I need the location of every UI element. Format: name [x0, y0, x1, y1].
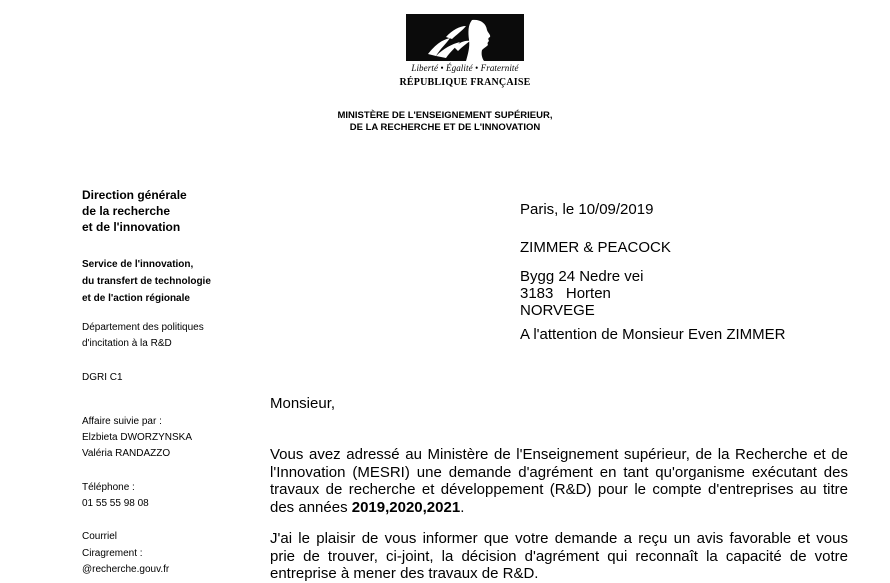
recipient-address [520, 268, 643, 319]
direction-line: et de l'innovation [82, 220, 181, 234]
phone-label: Téléphone : [82, 482, 135, 493]
ministry-name [245, 110, 645, 134]
paragraph-line: prie de trouver, ci-joint, la décision d'agrément qui reconnaît la capacité de votre [270, 547, 848, 565]
address-line: Bygg 24 Nedre vei [520, 268, 644, 285]
service-line: et de l'action régionale [82, 293, 190, 304]
direction-line: de la recherche [82, 204, 171, 218]
recipient-company: ZIMMER & PEACOCK [520, 239, 671, 256]
republic-motto: Liberté • Égalité • Fraternité [411, 63, 519, 73]
ministry-line: DE LA RECHERCHE ET DE L'INNOVATION [349, 122, 541, 133]
paragraph-line: J'ai le plaisir de vous informer que votre demande a reçu un avis favorable et vous [270, 530, 848, 547]
years-prefix: des années [270, 498, 352, 516]
email-address: @recherche.gouv.fr [82, 564, 170, 575]
ministry-line: MINISTÈRE DE L'ENSEIGNEMENT SUPÉRIEUR, [337, 110, 553, 121]
contact-name: Elzbieta DWORZYNSKA [82, 432, 193, 443]
department-name [82, 320, 204, 352]
marianne-profile-icon [406, 14, 524, 61]
email-block [82, 529, 169, 579]
followed-by-label: Affaire suivie par : [82, 416, 162, 427]
department-line: Département des politiques [82, 322, 204, 333]
phone-number: 01 55 55 98 08 [82, 498, 149, 509]
phone-block [82, 480, 149, 512]
department-line: d'incitation à la R&D [82, 338, 172, 349]
date-line: Paris, le 10/09/2019 [520, 201, 654, 218]
reference-code: DGRI C1 [82, 372, 123, 383]
years-suffix: . [460, 498, 465, 516]
service-line: du transfert de technologie [82, 276, 211, 287]
address-line: NORVEGE [520, 302, 595, 319]
direction-line: Direction générale [82, 188, 187, 202]
direction-generale [82, 187, 187, 235]
contact-name: Valéria RANDAZZO [82, 448, 171, 459]
paragraph-2 [270, 530, 848, 583]
years-value: 2019,2020,2021 [351, 498, 461, 516]
email-label: Ciragrement : [82, 547, 143, 559]
address-line: 3183 Horten [520, 285, 611, 302]
followed-by [82, 414, 192, 462]
paragraph-1 [270, 446, 848, 516]
service-line: Service de l'innovation, [82, 259, 194, 270]
republique-francaise: RÉPUBLIQUE FRANÇAISE [399, 77, 531, 88]
paragraph-line [270, 499, 848, 517]
paragraph-line: travaux de recherche et développement (R&D) pour le compte d'entreprises au titre [270, 481, 848, 498]
marianne-logo [406, 14, 524, 61]
paragraph-line: l'Innovation (MESRI) une demande d'agrément en tant qu'organisme exécutant des [270, 463, 848, 481]
service-name [82, 256, 211, 307]
paragraph-line: entreprise à mener des travaux de R&D. [270, 565, 539, 582]
paragraph-line: Vous avez adressé au Ministère de l'Enseignement supérieur, de la Recherche et de [270, 446, 848, 463]
salutation: Monsieur, [270, 395, 336, 412]
attention-line: A l'attention de Monsieur Even ZIMMER [520, 326, 786, 343]
email-label: Courriel [82, 531, 118, 542]
